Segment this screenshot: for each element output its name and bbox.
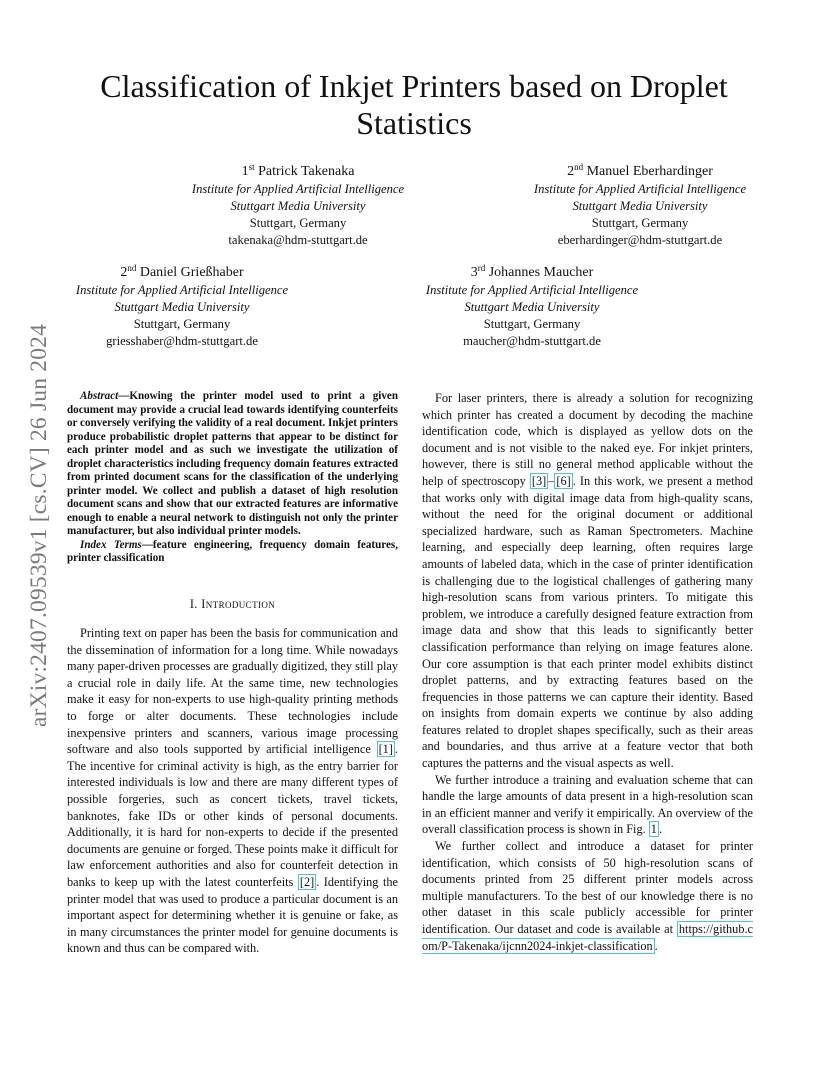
author-university: Stuttgart Media University xyxy=(114,300,250,314)
body-paragraph-1: For laser printers, there is already a solution for recognizing which printer has created a document by decoding the machine identification code, which is displayed as yellow dots on the document and is not visible to the naked eye. For inkjet printers, however, there is still no general method applicable without the help of spectroscopy [3] – [6] . In this work, we present a method that works only with digital image data from high-quality scans, without the need for the original document or additional specialized hardware, such as Raman Spectrometers. Machine learning, and especially deep learning, often requires large amounts of labeled data, which in the case of printer identification is challenging due to the logistical challenges of gathering many high-resolution scans from various printers. To mitigate this problem, we introduce a carefully designed feature extraction from image data and show that this leads to significantly better classification performance than relying on image features alone. Our core assumption is that each printer model exhibits distinct droplet patterns, and by extracting features based on the frequencies in those patterns we can capture their identity. Based on insights from domain experts we continue by also adding features related to droplet shapes specifically, such as their areas and boundaries, and thus arrive at a feature vector that both captures the patterns and the visual aspects as well. xyxy=(422,391,753,771)
author-institute: Institute for Applied Artificial Intelligence xyxy=(75,283,289,297)
index-terms xyxy=(67,539,398,566)
author-email: griesshaber@hdm-stuttgart.de xyxy=(106,334,258,348)
author-block-4 xyxy=(414,264,650,350)
author-city: Stuttgart, Germany xyxy=(483,317,581,331)
body-paragraph-3: We further collect and introduce a dataset for printer identification, which consists of 50 high-resolution scans of documents printed from 25 different printer models across multiple manufacturers. To the best of our knowledge there is no other dataset in this scale publicly accessible for printer identification. Our dataset and code is available at https://github.com/P-Takenaka/ijcnn2024-inkjet-classification . xyxy=(422,839,753,953)
arxiv-stamp-text: arXiv:2407.09539v1 [cs.CV] 26 Jun 2024 xyxy=(26,323,53,727)
author-name: 1st Patrick Takenaka xyxy=(241,162,355,179)
author-name: 3rd Johannes Maucher xyxy=(470,263,594,280)
author-block-2 xyxy=(522,163,758,249)
left-column xyxy=(67,390,398,957)
github-link[interactable]: https://github.com/P-Takenaka/ijcnn2024-inkjet-classification xyxy=(422,922,753,953)
author-university: Stuttgart Media University xyxy=(572,199,708,213)
author-name: 2nd Daniel Grießhaber xyxy=(120,263,244,280)
figure-link[interactable]: 1 xyxy=(650,822,657,837)
intro-paragraph: Printing text on paper has been the basis for communication and the dissemination of information for a long time. While nowadays many paper-driven processes are gradually digitized, they still play a crucial role in daily life. At the same time, new technologies make it easy for non-experts to use high-quality printing methods to forge or alter documents. These technologies include inexpensive printers and scanners, various image processing software and also tools supported by artificial intelligence [1] . The incentive for criminal activity is high, as the entry barrier for interested individuals is low and there are many different types of possible forgeries, such as concert tickets, travel tickets, banknotes, fake IDs or other kinds of personal documents. Additionally, it is hard for non-experts to decide if the presented documents are genuine or forged. These points make it difficult for law enforcement authorities and also for counterfeit detection in banks to keep up with the latest counterfeits [2] . Identifying the printer model that was used to produce a particular document is an important aspect for determining whether it is genuine or fake, as in many circumstances the printer model for genuine documents is known and thus can be compared with. xyxy=(67,626,398,956)
abstract-label: Abstract xyxy=(80,390,119,402)
author-block-1 xyxy=(180,163,416,249)
right-column xyxy=(422,390,753,954)
author-city: Stuttgart, Germany xyxy=(591,216,689,230)
citation-link[interactable]: [3] xyxy=(531,473,547,488)
author-city: Stuttgart, Germany xyxy=(249,216,347,230)
citation-link[interactable]: [6] xyxy=(556,473,571,488)
author-university: Stuttgart Media University xyxy=(464,300,600,314)
citation-link[interactable]: [2] xyxy=(299,875,315,889)
abstract xyxy=(67,390,398,539)
author-institute: Institute for Applied Artificial Intelligence xyxy=(191,182,405,196)
author-block-3 xyxy=(64,264,300,350)
author-university: Stuttgart Media University xyxy=(230,199,366,213)
author-city: Stuttgart, Germany xyxy=(133,317,231,331)
author-email: maucher@hdm-stuttgart.de xyxy=(463,334,601,348)
index-terms-label: Index Terms xyxy=(80,538,142,551)
author-email: eberhardinger@hdm-stuttgart.de xyxy=(557,233,723,247)
author-institute: Institute for Applied Artificial Intelligence xyxy=(425,283,639,297)
paper-title: Classification of Inkjet Printers based on Droplet Statistics xyxy=(100,68,728,141)
abstract-text: —Knowing the printer model used to print a given document may provide a crucial lead towards identifying counterfeits or conversely verifying the validity of a real document. Inkjet printers produce probabilistic droplet patterns that appear to be distinct for each printer model and as such we investigate the utilization of droplet characteristics including frequency domain features extracted from printed document scans for the classification of the underlying printer model. We collect and publish a dataset of high resolution document scans and show that our extracted features are informative enough to enable a neural network to distinguish not only the printer manufacturer, but also individual printer models. xyxy=(67,390,398,537)
citation-link[interactable]: [1] xyxy=(378,742,393,757)
arxiv-stamp xyxy=(20,290,60,760)
index-terms-text: —feature engineering, frequency domain features, printer classification xyxy=(67,538,398,564)
author-institute: Institute for Applied Artificial Intelligence xyxy=(533,182,747,196)
author-name: 2nd Manuel Eberhardinger xyxy=(567,162,713,179)
section-heading: I. Introduction xyxy=(189,596,276,611)
body-paragraph-2: We further introduce a training and evaluation scheme that can handle the large amounts of data present in a high-resolution scan in an efficient manner and verify it empirically. An overview of the overall classification process is shown in Fig. 1 . xyxy=(422,772,753,837)
author-email: takenaka@hdm-stuttgart.de xyxy=(228,233,368,247)
